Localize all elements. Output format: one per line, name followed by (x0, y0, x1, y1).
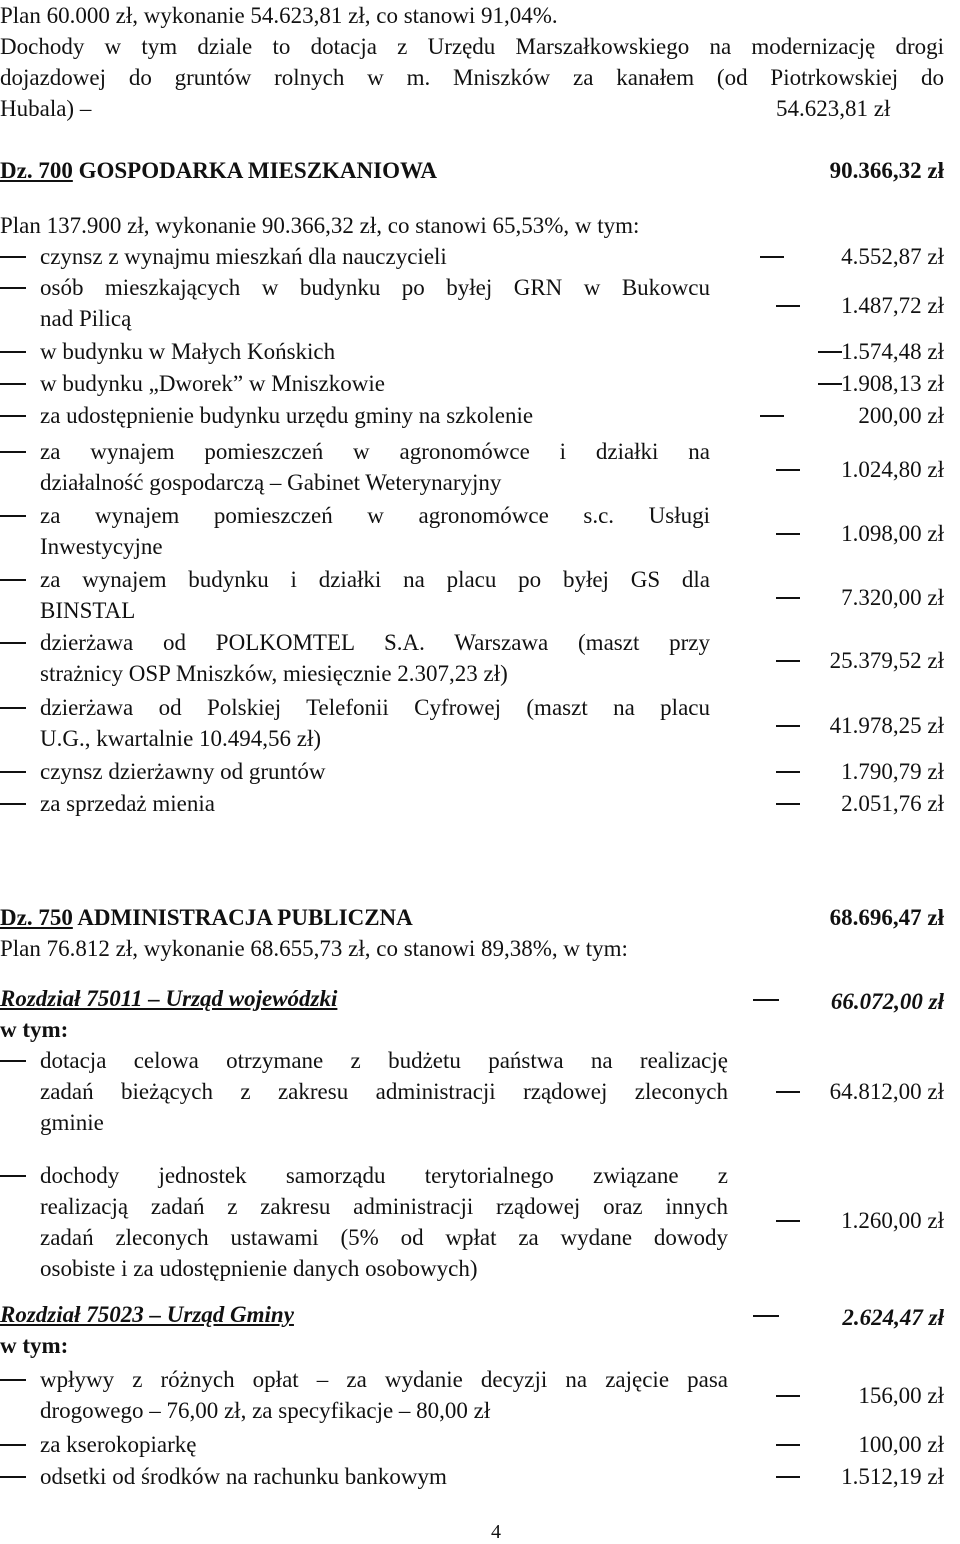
section-750-title: ADMINISTRACJA PUBLICZNA (77, 905, 413, 930)
item-label: wpływy z różnych opłat – za wydanie decyzji na zajęcie pasa (40, 1367, 728, 1392)
item-label-continued: drogowego – 76,00 zł, za specyfikacje – 80,00 zł (40, 1398, 491, 1423)
chapter-75023-title: Rozdział 75023 – Urząd Gminy (0, 1302, 294, 1327)
chapter-75011-amount: 66.072,00 zł (830, 989, 944, 1014)
section-750-total: 68.696,47 zł (829, 905, 944, 930)
item-label-continued: strażnicy OSP Mniszków, miesięcznie 2.307,23 zł) (40, 661, 508, 686)
dash-mark (776, 1091, 800, 1093)
dash-mark (776, 660, 800, 662)
item-label-continued: zadań bieżących z zakresu administracji rządowej zleconych (40, 1079, 728, 1104)
item-label: za wynajem pomieszczeń w agronomówce s.c. Usługi (40, 503, 710, 528)
item-label: dzierżawa od Polskiej Telefonii Cyfrowej (maszt na placu (40, 695, 710, 720)
dash-mark (0, 579, 26, 581)
item-amount: 1.790,79 zł (841, 759, 944, 784)
item-amount: 41.978,25 zł (829, 713, 944, 738)
dash-mark (0, 642, 26, 644)
chapter-75023-amount: 2.624,47 zł (842, 1305, 944, 1330)
item-amount: 1.098,00 zł (841, 521, 944, 546)
chapter-75023-wtym: w tym: (0, 1333, 69, 1358)
section-700-total: 90.366,32 zł (829, 158, 944, 183)
item-label: dotacja celowa otrzymane z budżetu państwa na realizację (40, 1048, 728, 1073)
dash-mark (818, 383, 842, 385)
item-label: czynsz dzierżawny od gruntów (40, 759, 326, 784)
section-750-heading (0, 902, 413, 933)
item-label: dzierżawa od POLKOMTEL S.A. Warszawa (maszt przy (40, 630, 710, 655)
intro-line-2: Dochody w tym dziale to dotacja z Urzędu Marszałkowskiego na modernizację drogi (0, 34, 944, 59)
item-label-continued: osobiste i za udostępnienie danych osobowych) (40, 1256, 478, 1281)
item-amount: 1.512,19 zł (841, 1464, 944, 1489)
dash-mark (0, 1476, 26, 1478)
dash-mark (0, 1060, 26, 1062)
item-amount: 1.908,13 zł (841, 371, 944, 396)
item-label: za udostępnienie budynku urzędu gminy na szkolenie (40, 403, 534, 428)
dash-mark (776, 1395, 800, 1397)
section-700-title: GOSPODARKA MIESZKANIOWA (78, 158, 438, 183)
item-label: za sprzedaż mienia (40, 791, 215, 816)
dash-mark (776, 725, 800, 727)
dash-mark (0, 1379, 26, 1381)
item-label-continued: zadań zleconych ustawami (5% od wpłat za wydane dowody (40, 1225, 728, 1250)
dash-mark (776, 597, 800, 599)
item-label: czynsz z wynajmu mieszkań dla nauczycieli (40, 244, 447, 269)
item-label: dochody jednostek samorządu terytorialnego związane z (40, 1163, 728, 1188)
dash-mark (776, 803, 800, 805)
dash-mark (818, 351, 842, 353)
section-750-code: Dz. 750 (0, 905, 73, 930)
dash-mark (760, 415, 784, 417)
dash-mark (776, 1220, 800, 1222)
item-label: za wynajem pomieszczeń w agronomówce i działki na (40, 439, 710, 464)
dash-mark (776, 469, 800, 471)
item-amount: 1.487,72 zł (841, 293, 944, 318)
item-label-continued: gminie (40, 1110, 104, 1135)
item-label-continued: nad Pilicą (40, 306, 132, 331)
intro-line-1: Plan 60.000 zł, wykonanie 54.623,81 zł, co stanowi 91,04%. (0, 3, 558, 28)
item-amount: 1.574,48 zł (841, 339, 944, 364)
dash-mark (776, 1476, 800, 1478)
section-700-plan: Plan 137.900 zł, wykonanie 90.366,32 zł, co stanowi 65,53%, w tym: (0, 213, 640, 238)
dash-mark (0, 256, 26, 258)
dash-mark (0, 351, 26, 353)
dash-mark (776, 533, 800, 535)
chapter-75011-title: Rozdział 75011 – Urząd wojewódzki (0, 986, 338, 1011)
item-amount: 156,00 zł (858, 1383, 944, 1408)
item-amount: 100,00 zł (858, 1432, 944, 1457)
intro-amount: 54.623,81 zł (776, 96, 891, 121)
item-amount: 200,00 zł (858, 403, 944, 428)
dash-mark (0, 771, 26, 773)
dash-mark (0, 287, 26, 289)
dash-mark (0, 515, 26, 517)
intro-line-3: dojazdowej do gruntów rolnych w m. Mniszków za kanałem (od Piotrkowskiej do (0, 65, 944, 90)
item-amount: 7.320,00 zł (841, 585, 944, 610)
item-label-continued: realizacją zadań z zakresu administracji rządowej oraz innych (40, 1194, 728, 1219)
section-700-heading (0, 155, 437, 186)
item-amount: 2.051,76 zł (841, 791, 944, 816)
dash-mark (0, 803, 26, 805)
item-amount: 25.379,52 zł (829, 648, 944, 673)
item-label-continued: BINSTAL (40, 598, 136, 623)
item-label-continued: U.G., kwartalnie 10.494,56 zł) (40, 726, 322, 751)
item-label: za kserokopiarkę (40, 1432, 197, 1457)
dash-mark (776, 1444, 800, 1446)
section-750-plan: Plan 76.812 zł, wykonanie 68.655,73 zł, co stanowi 89,38%, w tym: (0, 936, 628, 961)
dash-mark (753, 999, 779, 1001)
item-amount: 1.260,00 zł (841, 1208, 944, 1233)
item-label: odsetki od środków na rachunku bankowym (40, 1464, 447, 1489)
dash-mark (0, 415, 26, 417)
item-label: w budynku w Małych Końskich (40, 339, 336, 364)
item-amount: 1.024,80 zł (841, 457, 944, 482)
section-700-code: Dz. 700 (0, 158, 73, 183)
dash-mark (0, 383, 26, 385)
dash-mark (0, 451, 26, 453)
item-amount: 4.552,87 zł (841, 244, 944, 269)
item-label: osób mieszkających w budynku po byłej GRN w Bukowcu (40, 275, 710, 300)
item-amount: 64.812,00 zł (829, 1079, 944, 1104)
dash-mark (0, 707, 26, 709)
dash-mark (0, 1175, 26, 1177)
intro-line-4: Hubala) – (0, 96, 92, 121)
item-label: za wynajem budynku i działki na placu po byłej GS dla (40, 567, 710, 592)
page-number: 4 (491, 1521, 501, 1543)
item-label-continued: działalność gospodarczą – Gabinet Weterynaryjny (40, 470, 502, 495)
item-label: w budynku „Dworek” w Mniszkowie (40, 371, 385, 396)
item-label-continued: Inwestycyjne (40, 534, 163, 559)
chapter-75011-wtym: w tym: (0, 1017, 69, 1042)
dash-mark (760, 256, 784, 258)
dash-mark (0, 1444, 26, 1446)
dash-mark (776, 305, 800, 307)
dash-mark (776, 771, 800, 773)
dash-mark (753, 1315, 779, 1317)
